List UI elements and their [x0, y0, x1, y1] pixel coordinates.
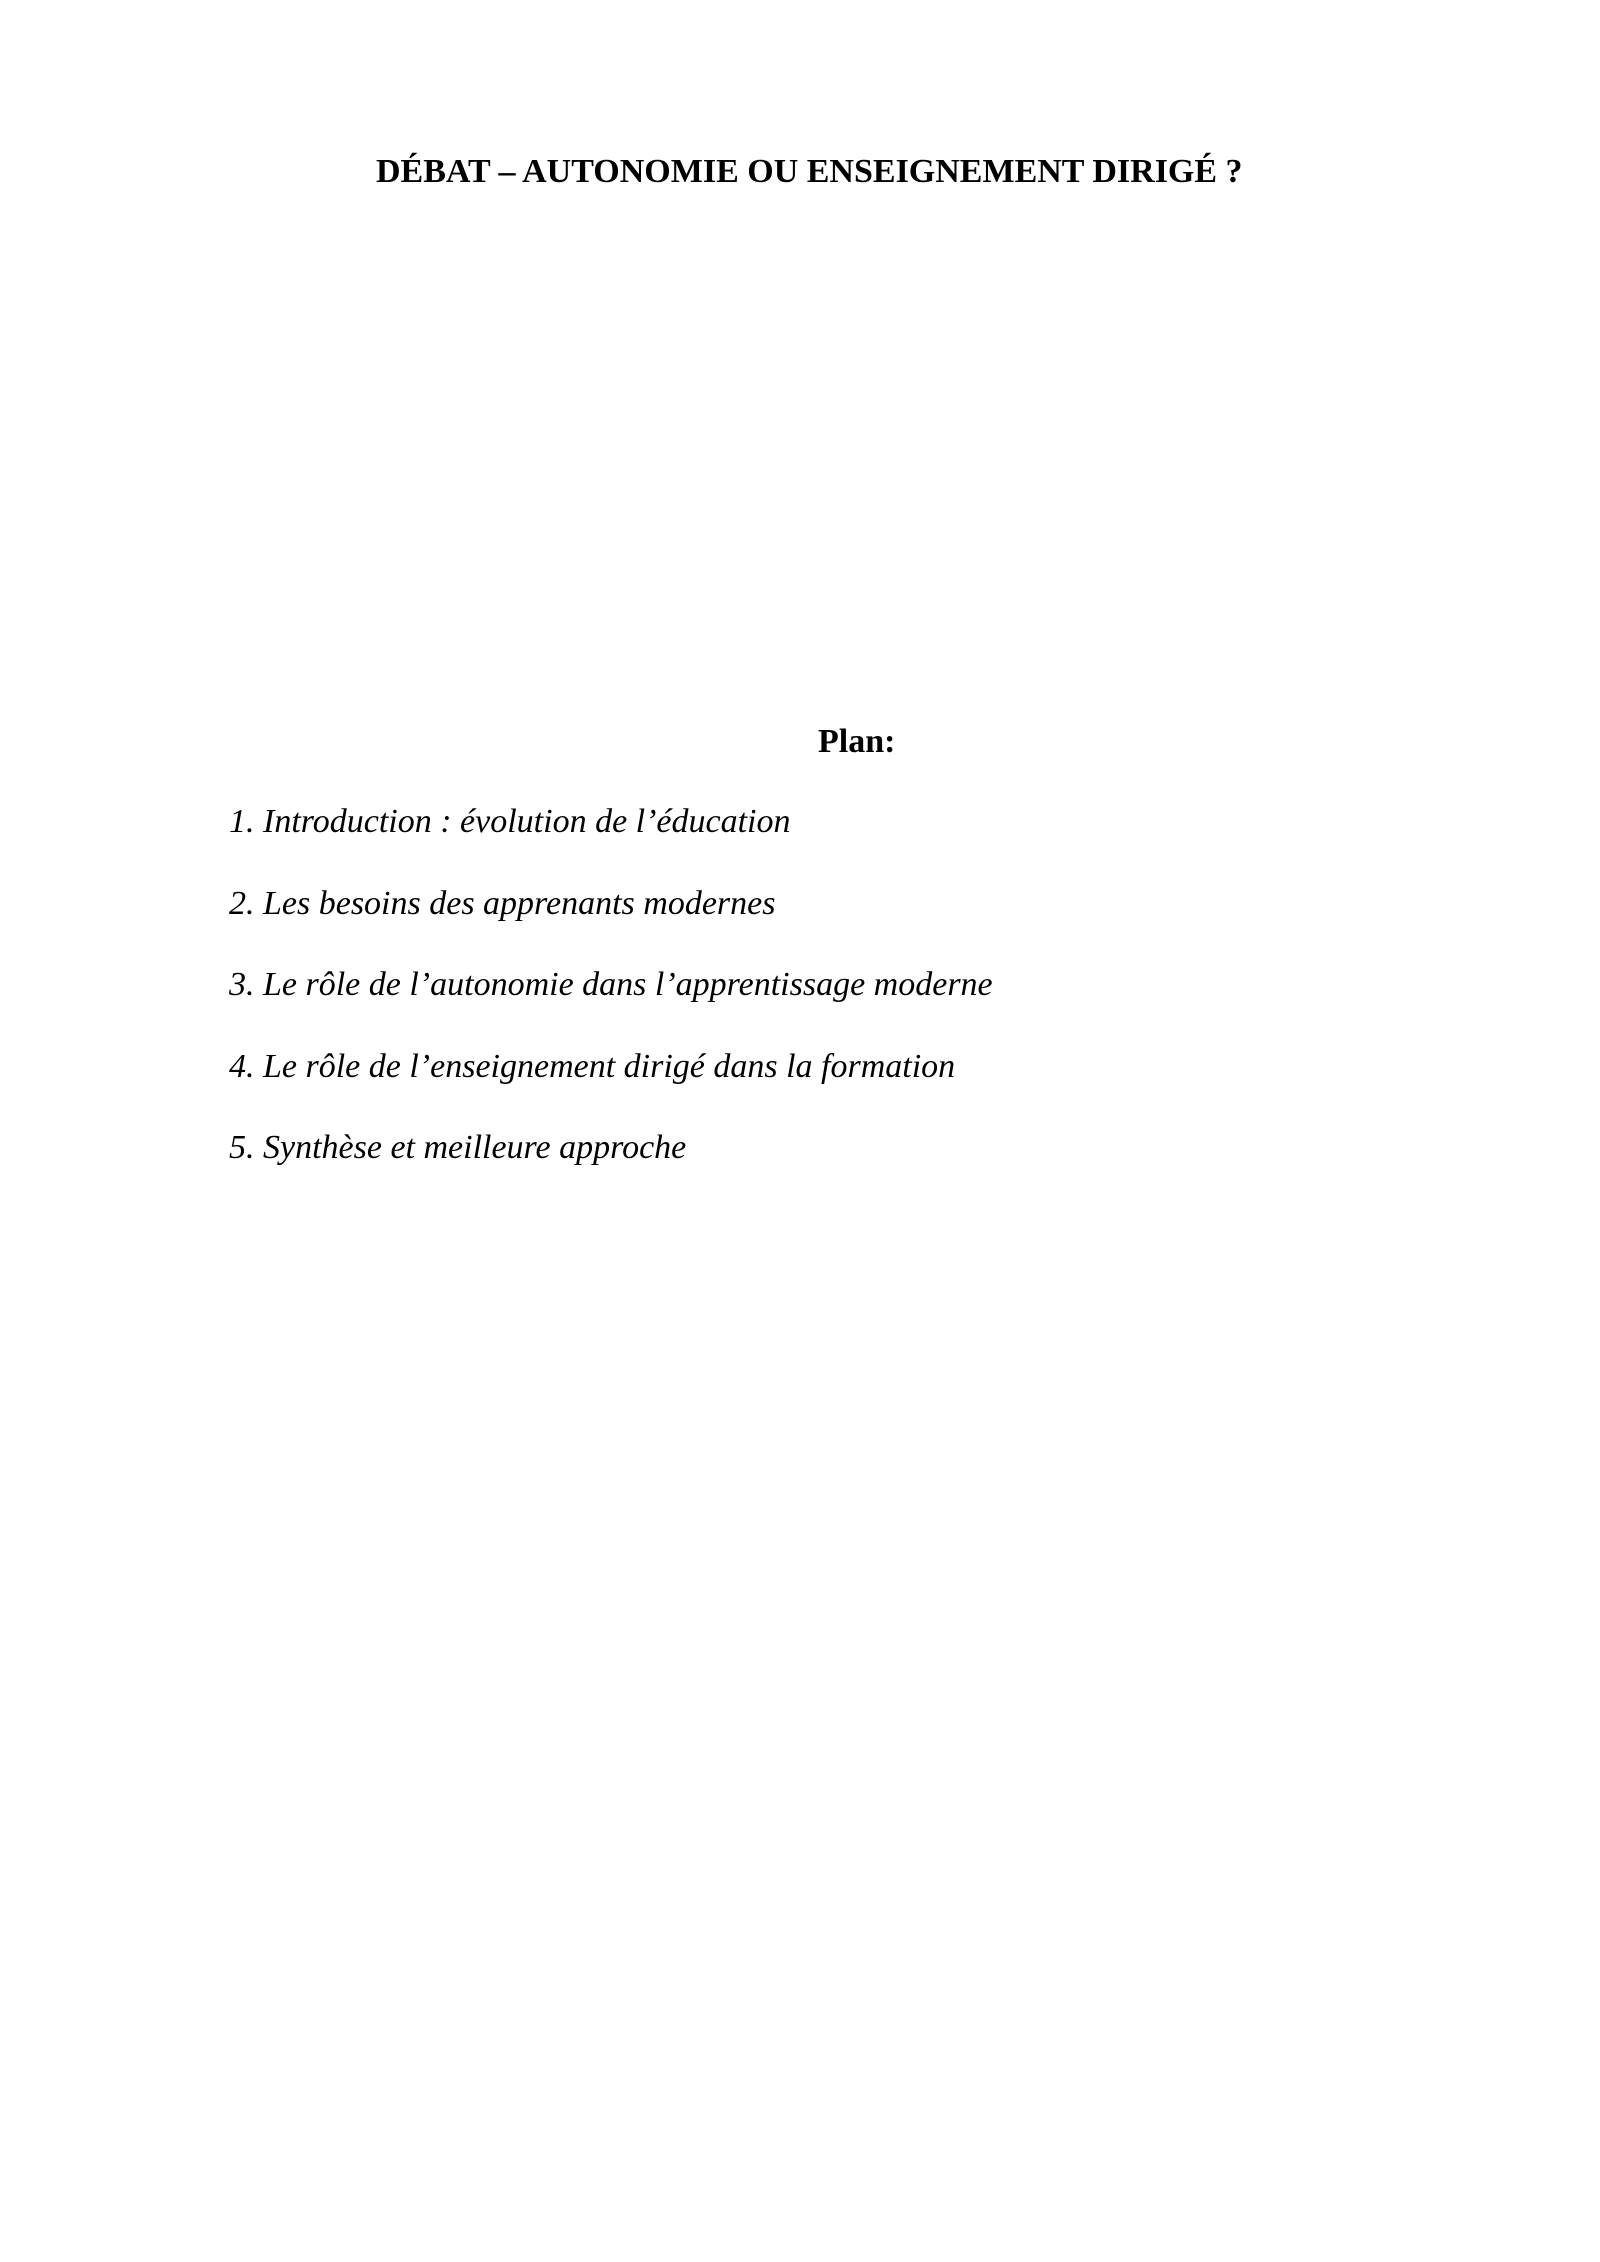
plan-heading: Plan: — [818, 723, 896, 760]
plan-list — [229, 802, 993, 1210]
plan-item: 1. Introduction : évolution de l’éducation — [229, 803, 791, 840]
document-title: DÉBAT – AUTONOMIE OU ENSEIGNEMENT DIRIGÉ ? — [376, 153, 1243, 190]
plan-item: 3. Le rôle de l’autonomie dans l’apprentissage moderne — [229, 966, 993, 1003]
plan-item: 2. Les besoins des apprenants modernes — [229, 884, 776, 922]
plan-item: 4. Le rôle de l’enseignement dirigé dans la formation — [229, 1047, 956, 1085]
plan-item: 5. Synthèse et meilleure approche — [229, 1129, 687, 1166]
